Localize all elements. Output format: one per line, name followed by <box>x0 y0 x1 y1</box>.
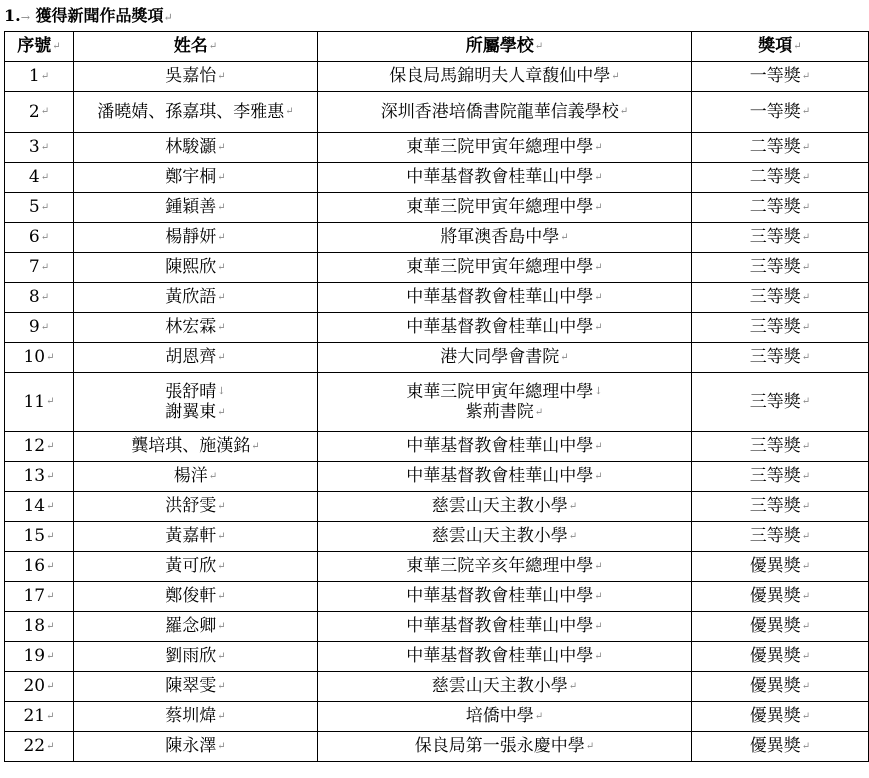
cell-number: 6↵ <box>5 223 74 253</box>
paragraph-mark-icon: ↵ <box>217 351 226 363</box>
paragraph-mark-icon: ↵ <box>801 590 811 602</box>
table-row <box>5 522 869 552</box>
table-row <box>5 133 869 163</box>
table-body <box>5 62 869 762</box>
paragraph-mark-icon: ↵ <box>217 620 226 632</box>
paragraph-mark-icon: ↵ <box>534 406 544 418</box>
paragraph-mark-icon: ↵ <box>46 530 55 542</box>
paragraph-mark-icon: ↵ <box>801 106 811 118</box>
cell-school: 慈雲山天主教小學↵ <box>318 672 692 702</box>
paragraph-mark-icon: ↵ <box>801 321 811 333</box>
paragraph-mark-icon: ↵ <box>46 650 55 662</box>
paragraph-mark-icon: ↵ <box>560 351 569 363</box>
cell-school: 東華三院甲寅年總理中學↵ <box>318 253 692 283</box>
cell-award: 三等獎↵ <box>692 522 869 552</box>
paragraph-mark-icon: ↵ <box>594 620 603 632</box>
paragraph-mark-icon: ↵ <box>585 740 595 752</box>
table-row <box>5 702 869 732</box>
cell-name: 鄭俊軒↵ <box>74 582 318 612</box>
cell-number: 15↵ <box>5 522 74 552</box>
cell-name: 羅念卿↵ <box>74 612 318 642</box>
cell-award: 三等獎↵ <box>692 462 869 492</box>
cell-number: 12↵ <box>5 432 74 462</box>
cell-name: 吳嘉怡↵ <box>74 62 318 92</box>
paragraph-mark-icon: ↵ <box>801 440 811 452</box>
table-row <box>5 283 869 313</box>
paragraph-mark-icon: ↵ <box>801 141 811 153</box>
cell-number: 1↵ <box>5 62 74 92</box>
table-row <box>5 163 869 193</box>
cell-number: 14↵ <box>5 492 74 522</box>
paragraph-mark-icon: ↵ <box>46 740 55 752</box>
cell-award: 一等獎↵ <box>692 62 869 92</box>
cell-name: 鄭宇桐↵ <box>74 163 318 193</box>
cell-school: 慈雲山天主教小學↵ <box>318 492 692 522</box>
table-row <box>5 223 869 253</box>
cell-award: 二等獎↵ <box>692 133 869 163</box>
paragraph-mark-icon: ↵ <box>217 680 226 692</box>
cell-name: 洪舒雯↵ <box>74 492 318 522</box>
paragraph-mark-icon: ↵ <box>801 650 811 662</box>
cell-number: 18↵ <box>5 612 74 642</box>
table-row <box>5 672 869 702</box>
cell-award: 優異獎↵ <box>692 702 869 732</box>
cell-name: 龔培琪、施漢銘↵ <box>74 432 318 462</box>
paragraph-mark-icon: ↵ <box>560 231 569 243</box>
paragraph-mark-icon: ↵ <box>801 680 811 692</box>
cell-number: 16↵ <box>5 552 74 582</box>
paragraph-mark-icon: ↵ <box>568 530 578 542</box>
tab-mark-icon: → <box>20 11 30 24</box>
cell-award: 優異獎↵ <box>692 672 869 702</box>
paragraph-mark-icon: ↵ <box>217 530 226 542</box>
cell-name: 楊靜妍↵ <box>74 223 318 253</box>
cell-name: 林駿灝↵ <box>74 133 318 163</box>
cell-name: 黃嘉軒↵ <box>74 522 318 552</box>
paragraph-mark-icon: ↵ <box>217 201 226 213</box>
cell-award: 優異獎↵ <box>692 582 869 612</box>
paragraph-mark-icon: ↵ <box>217 740 226 752</box>
cell-award: 優異獎↵ <box>692 642 869 672</box>
paragraph-mark-icon: ↵ <box>46 710 55 722</box>
cell-school: 東華三院甲寅年總理中學↵ <box>318 133 692 163</box>
paragraph-mark-icon: ↵ <box>801 291 811 303</box>
paragraph-mark-icon: ↵ <box>534 710 544 722</box>
paragraph-mark-icon: ↵ <box>801 500 811 512</box>
paragraph-mark-icon: ↵ <box>40 231 50 243</box>
cell-school: 將軍澳香島中學↵ <box>318 223 692 253</box>
paragraph-mark-icon: ↵ <box>217 590 226 602</box>
paragraph-mark-icon: ↵ <box>801 470 811 482</box>
cell-award: 三等獎↵ <box>692 313 869 343</box>
paragraph-mark-icon: ↵ <box>208 470 218 482</box>
paragraph-mark-icon: ↵ <box>801 560 811 572</box>
cell-name: 黃可欣↵ <box>74 552 318 582</box>
paragraph-mark-icon: ↵ <box>568 680 578 692</box>
cell-award: 三等獎↵ <box>692 492 869 522</box>
paragraph-mark-icon: ↵ <box>594 470 603 482</box>
paragraph-mark-icon: ↵ <box>217 406 226 418</box>
paragraph-mark-icon: ↵ <box>801 171 811 183</box>
paragraph-mark-icon: ↵ <box>594 321 603 333</box>
cell-name: 張舒晴↓ 謝翼東↵ <box>74 373 318 432</box>
cell-number: 4↵ <box>5 163 74 193</box>
paragraph-mark-icon: ↵ <box>217 261 226 273</box>
paragraph-mark-icon: ↵ <box>217 70 226 82</box>
section-number: 1. <box>4 6 21 25</box>
paragraph-mark-icon: ↵ <box>217 321 226 333</box>
paragraph-mark-icon: ↵ <box>217 650 226 662</box>
cell-number: 21↵ <box>5 702 74 732</box>
cell-name: 鍾穎善↵ <box>74 193 318 223</box>
paragraph-mark-icon: ↵ <box>40 70 50 82</box>
cell-number: 11↵ <box>5 373 74 432</box>
cell-award: 二等獎↵ <box>692 193 869 223</box>
cell-number: 7↵ <box>5 253 74 283</box>
paragraph-mark-icon: ↵ <box>46 590 55 602</box>
table-row <box>5 462 869 492</box>
cell-school: 中華基督教會桂華山中學↵ <box>318 462 692 492</box>
cell-award: 二等獎↵ <box>692 163 869 193</box>
table-row <box>5 253 869 283</box>
section-heading <box>4 6 173 28</box>
cell-school: 深圳香港培僑書院龍華信義學校↵ <box>318 92 692 133</box>
cell-award: 三等獎↵ <box>692 223 869 253</box>
line-break-mark-icon: ↓ <box>217 386 226 397</box>
paragraph-mark-icon: ↵ <box>40 106 50 118</box>
cell-school: 港大同學會書院↵ <box>318 343 692 373</box>
paragraph-mark-icon: ↵ <box>594 650 603 662</box>
header-cell-school: 所屬學校↵ <box>318 32 692 62</box>
header-cell-award: 獎項↵ <box>692 32 869 62</box>
cell-name: 劉雨欣↵ <box>74 642 318 672</box>
paragraph-mark-icon: ↵ <box>217 560 226 572</box>
table-header-row <box>5 32 869 62</box>
paragraph-mark-icon: ↵ <box>46 680 55 692</box>
paragraph-mark-icon: ↵ <box>801 710 811 722</box>
paragraph-mark-icon: ↵ <box>217 171 226 183</box>
paragraph-mark-icon: ↵ <box>46 351 55 363</box>
cell-school: 中華基督教會桂華山中學↵ <box>318 163 692 193</box>
header-cell-name: 姓名↵ <box>74 32 318 62</box>
paragraph-mark-icon: ↵ <box>40 141 50 153</box>
header-cell-number: 序號↵ <box>5 32 74 62</box>
table-row <box>5 313 869 343</box>
cell-name: 陳永澤↵ <box>74 732 318 762</box>
paragraph-mark-icon: ↵ <box>46 440 55 452</box>
paragraph-mark-icon: ↵ <box>251 440 260 452</box>
cell-school: 東華三院甲寅年總理中學↵ <box>318 193 692 223</box>
paragraph-mark-icon: ↵ <box>801 261 811 273</box>
table-row <box>5 92 869 133</box>
paragraph-mark-icon: ↵ <box>594 201 603 213</box>
table-row <box>5 193 869 223</box>
cell-school: 慈雲山天主教小學↵ <box>318 522 692 552</box>
paragraph-mark-icon: ↵ <box>594 171 603 183</box>
paragraph-mark-icon: ↵ <box>801 351 811 363</box>
cell-name: 黃欣語↵ <box>74 283 318 313</box>
awards-table <box>4 31 869 762</box>
cell-name: 蔡圳煒↵ <box>74 702 318 732</box>
paragraph-mark-icon: ↵ <box>163 11 173 24</box>
cell-school: 東華三院辛亥年總理中學↵ <box>318 552 692 582</box>
cell-number: 10↵ <box>5 343 74 373</box>
paragraph-mark-icon: ↵ <box>285 106 294 118</box>
cell-number: 9↵ <box>5 313 74 343</box>
paragraph-mark-icon: ↵ <box>801 740 811 752</box>
paragraph-mark-icon: ↵ <box>594 440 603 452</box>
cell-name: 陳熙欣↵ <box>74 253 318 283</box>
table-row <box>5 552 869 582</box>
cell-number: 8↵ <box>5 283 74 313</box>
cell-award: 三等獎↵ <box>692 283 869 313</box>
paragraph-mark-icon: ↵ <box>594 261 603 273</box>
cell-name: 林宏霖↵ <box>74 313 318 343</box>
paragraph-mark-icon: ↵ <box>801 396 811 408</box>
paragraph-mark-icon: ↵ <box>801 530 811 542</box>
paragraph-mark-icon: ↵ <box>40 291 50 303</box>
cell-number: 3↵ <box>5 133 74 163</box>
cell-number: 13↵ <box>5 462 74 492</box>
paragraph-mark-icon: ↵ <box>217 231 226 243</box>
cell-school: 東華三院甲寅年總理中學↓ 紫荊書院↵ <box>318 373 692 432</box>
cell-number: 17↵ <box>5 582 74 612</box>
paragraph-mark-icon: ↵ <box>217 291 226 303</box>
paragraph-mark-icon: ↵ <box>217 500 226 512</box>
paragraph-mark-icon: ↵ <box>46 620 55 632</box>
paragraph-mark-icon: ↵ <box>594 141 603 153</box>
cell-school: 保良局馬錦明夫人章馥仙中學↵ <box>318 62 692 92</box>
paragraph-mark-icon: ↵ <box>594 291 603 303</box>
paragraph-mark-icon: ↵ <box>40 261 50 273</box>
paragraph-mark-icon: ↵ <box>801 201 811 213</box>
table-row <box>5 373 869 432</box>
cell-number: 20↵ <box>5 672 74 702</box>
paragraph-mark-icon: ↵ <box>619 106 629 118</box>
cell-award: 優異獎↵ <box>692 552 869 582</box>
paragraph-mark-icon: ↵ <box>46 560 55 572</box>
table-row <box>5 732 869 762</box>
paragraph-mark-icon: ↵ <box>568 500 578 512</box>
line-break-mark-icon: ↓ <box>594 386 603 397</box>
cell-number: 22↵ <box>5 732 74 762</box>
paragraph-mark-icon: ↵ <box>217 710 226 722</box>
cell-name: 陳翠雯↵ <box>74 672 318 702</box>
paragraph-mark-icon: ↵ <box>801 620 811 632</box>
section-title: 獲得新聞作品獎項 <box>35 6 164 25</box>
cell-school: 中華基督教會桂華山中學↵ <box>318 642 692 672</box>
paragraph-mark-icon: ↵ <box>611 70 620 82</box>
table-row <box>5 492 869 522</box>
cell-award: 三等獎↵ <box>692 432 869 462</box>
table-row <box>5 582 869 612</box>
paragraph-mark-icon: ↵ <box>594 590 603 602</box>
paragraph-mark-icon: ↵ <box>46 396 55 408</box>
cell-award: 一等獎↵ <box>692 92 869 133</box>
paragraph-mark-icon: ↵ <box>801 70 811 82</box>
cell-school: 中華基督教會桂華山中學↵ <box>318 612 692 642</box>
paragraph-mark-icon: ↵ <box>40 171 50 183</box>
cell-number: 19↵ <box>5 642 74 672</box>
cell-award: 優異獎↵ <box>692 732 869 762</box>
cell-number: 2↵ <box>5 92 74 133</box>
cell-award: 優異獎↵ <box>692 612 869 642</box>
cell-school: 保良局第一張永慶中學↵ <box>318 732 692 762</box>
paragraph-mark-icon: ↵ <box>217 141 226 153</box>
paragraph-mark-icon: ↵ <box>594 560 603 572</box>
cell-name: 潘曉婧、孫嘉琪、李雅惠↵ <box>74 92 318 133</box>
cell-school: 中華基督教會桂華山中學↵ <box>318 432 692 462</box>
table-row <box>5 432 869 462</box>
cell-school: 培僑中學↵ <box>318 702 692 732</box>
cell-school: 中華基督教會桂華山中學↵ <box>318 283 692 313</box>
cell-award: 三等獎↵ <box>692 343 869 373</box>
paragraph-mark-icon: ↵ <box>801 231 811 243</box>
table-row <box>5 612 869 642</box>
cell-number: 5↵ <box>5 193 74 223</box>
cell-school: 中華基督教會桂華山中學↵ <box>318 313 692 343</box>
paragraph-mark-icon: ↵ <box>40 321 50 333</box>
cell-name: 楊洋↵ <box>74 462 318 492</box>
cell-award: 三等獎↵ <box>692 253 869 283</box>
cell-school: 中華基督教會桂華山中學↵ <box>318 582 692 612</box>
paragraph-mark-icon: ↵ <box>46 500 55 512</box>
cell-name: 胡恩齊↵ <box>74 343 318 373</box>
cell-award: 三等獎↵ <box>692 373 869 432</box>
paragraph-mark-icon: ↵ <box>40 201 50 213</box>
table-row <box>5 642 869 672</box>
table-row <box>5 62 869 92</box>
table-row <box>5 343 869 373</box>
paragraph-mark-icon: ↵ <box>46 470 55 482</box>
